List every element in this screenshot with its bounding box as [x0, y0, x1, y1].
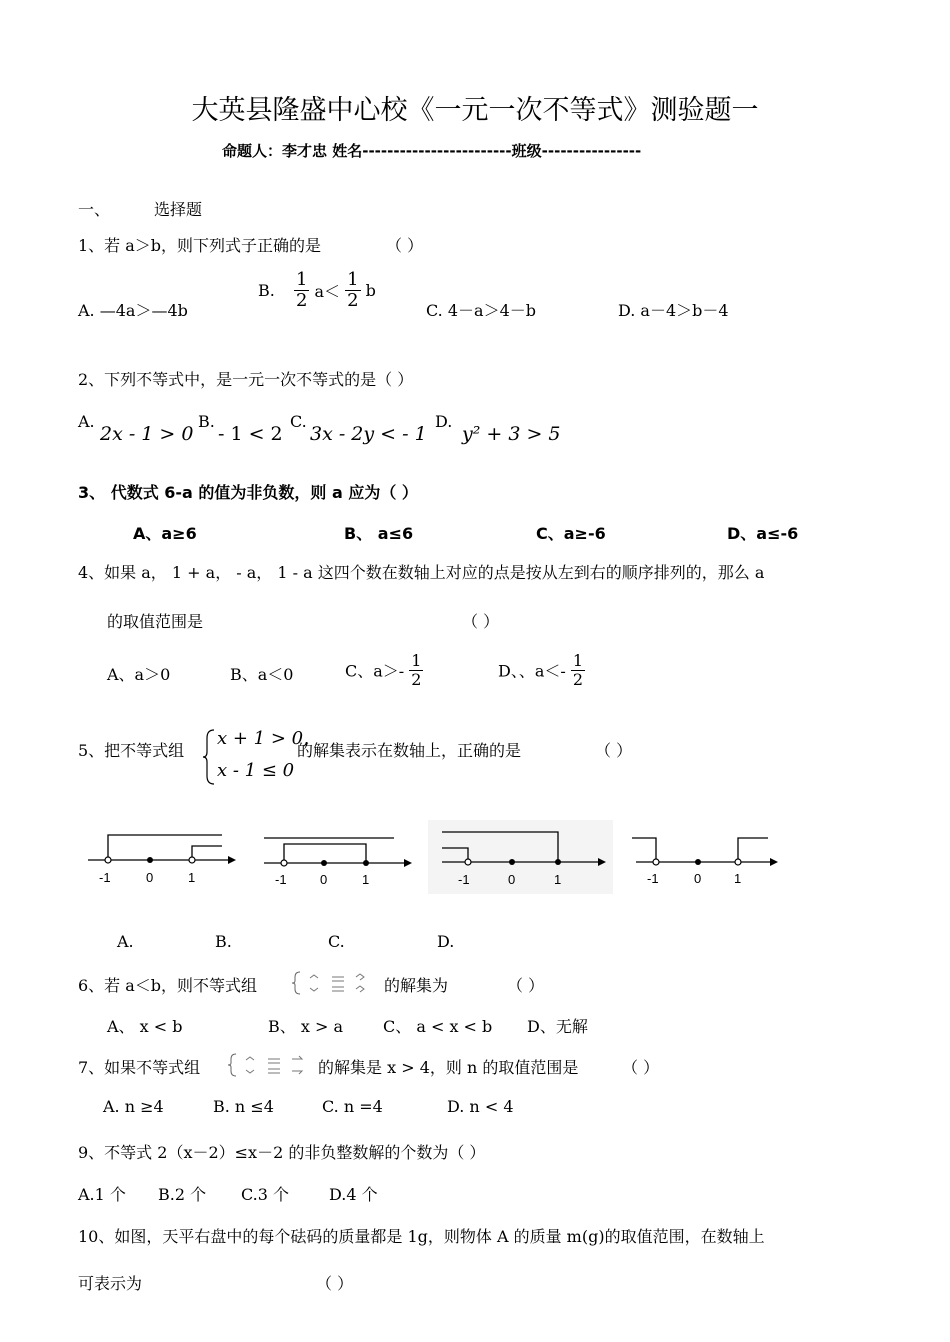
- frac-num: 1: [347, 269, 359, 290]
- q5-blank: （ ）: [595, 741, 633, 760]
- frac-den: 2: [411, 669, 422, 689]
- q2-option-d-label: D.: [435, 412, 453, 431]
- q4-option-d-label: D、、a＜-: [498, 661, 566, 681]
- q9-option-a: A.1 个: [78, 1185, 126, 1204]
- frac-num: 1: [295, 269, 308, 290]
- number-line-a: [80, 826, 240, 888]
- q4-option-c: [345, 652, 423, 688]
- q10-blank: （ ）: [316, 1274, 354, 1293]
- q4-blank: （ ）: [462, 612, 500, 631]
- q2-option-b-expr: - 1 < 2: [218, 423, 283, 445]
- q5-option-b: B.: [215, 932, 232, 951]
- q2-option-d-expr: y² + 3 > 5: [462, 423, 561, 445]
- q6-system-glyph: [292, 970, 382, 996]
- q5-stem: 5、把不等式组: [78, 741, 185, 760]
- q2-option-c-expr: 3x - 2y < - 1: [310, 423, 427, 445]
- q3-option-c: C、a≥-6: [536, 524, 606, 543]
- page-subtitle: 命题人：李才忠 姓名------------------------班级----------------: [222, 142, 642, 160]
- q3-stem: 3、 代数式 6-a 的值为非负数，则 a 应为（ ）: [78, 483, 418, 502]
- tick-label: 0: [320, 872, 328, 887]
- q4-option-d: [498, 652, 585, 688]
- q10-stem: 10、如图，天平右盘中的每个砝码的质量都是 1g，则物体 A 的质量 m(g)的取值范围，在数轴上: [78, 1227, 765, 1246]
- q9-stem: 9、不等式 2（x－2）≤x－2 的非负整数解的个数为（ ）: [78, 1143, 486, 1162]
- q6-option-c: C、 a < x < b: [383, 1017, 493, 1036]
- q9-option-b: B.2 个: [158, 1185, 207, 1204]
- q5-stem-end: 的解集表示在数轴上，正确的是: [297, 741, 522, 760]
- q7-blank: （ ）: [622, 1058, 660, 1077]
- tick-label: 1: [362, 872, 370, 887]
- q1-option-a: A. —4a＞—4b: [78, 301, 188, 320]
- section-label: 选择题: [154, 200, 203, 219]
- q4-fraction-c: [409, 652, 423, 688]
- q6-option-a: A、 x < b: [107, 1017, 183, 1036]
- q9-option-d: D.4 个: [329, 1185, 378, 1204]
- frac-den: 2: [295, 289, 308, 311]
- q2-option-b-label: B.: [198, 412, 215, 431]
- tick-label: -1: [275, 872, 287, 887]
- tick-label: -1: [99, 870, 111, 885]
- q6-option-d: D、无解: [527, 1017, 588, 1036]
- q7-option-a: A. n ≥4: [103, 1097, 164, 1116]
- q7-option-d: D. n < 4: [447, 1097, 514, 1116]
- q1-blank: （ ）: [386, 236, 424, 255]
- q4-fraction-d: [571, 652, 585, 688]
- number-line-b: [256, 826, 416, 888]
- q3-option-a: A、a≥6: [133, 524, 197, 543]
- q7-option-b: B. n ≤4: [213, 1097, 274, 1116]
- q3-option-b: B、 a≤6: [344, 524, 414, 543]
- tick-label: 1: [554, 872, 562, 887]
- number-line-c: [428, 820, 613, 894]
- arrow-icon: [404, 859, 412, 867]
- tick-label: 1: [734, 871, 742, 886]
- q5-option-a: A.: [117, 932, 134, 951]
- q1-option-b: [258, 270, 376, 311]
- q6-stem-end: 的解集为: [384, 976, 449, 995]
- q2-option-a-expr: 2x - 1 > 0: [100, 423, 194, 445]
- q4-option-a: A、a＞0: [107, 665, 171, 684]
- tick-label: -1: [647, 871, 659, 886]
- tick-label: 0: [146, 870, 154, 885]
- q4-option-b: B、a＜0: [230, 665, 294, 684]
- tick-label: 0: [694, 871, 702, 886]
- page-title: 大英县隆盛中心校《一元一次不等式》测验题一: [191, 95, 759, 126]
- q1-option-d: D. a－4＞b－4: [618, 301, 729, 320]
- q5-brace: [202, 728, 216, 786]
- number-line-d: [628, 826, 788, 888]
- q1-fraction-2: [345, 270, 360, 311]
- frac-num: 1: [572, 651, 584, 670]
- tick-label: -1: [458, 872, 470, 887]
- frac-den: 2: [572, 669, 584, 689]
- q2-stem: 2、下列不等式中，是一元一次不等式的是（ ）: [78, 370, 414, 389]
- q2-option-c-label: C.: [290, 412, 307, 431]
- tick-label: 0: [508, 872, 516, 887]
- q6-blank: （ ）: [507, 976, 545, 995]
- q9-option-c: C.3 个: [241, 1185, 290, 1204]
- arrow-icon: [770, 858, 778, 866]
- q5-option-c: C.: [328, 932, 345, 951]
- q7-option-c: C. n =4: [322, 1097, 383, 1116]
- q4-stem-2: 的取值范围是: [107, 612, 204, 631]
- q1-option-c: C. 4－a＞4－b: [426, 301, 536, 320]
- q6-option-b: B、 x > a: [268, 1017, 343, 1036]
- section-number: 一、: [78, 200, 111, 219]
- q1-fraction-1: [294, 270, 309, 311]
- q10-stem-2: 可表示为: [78, 1274, 143, 1293]
- q2-option-a-label: A.: [78, 412, 95, 431]
- arrow-icon: [228, 856, 236, 864]
- q1-option-b-mid: a＜: [314, 281, 341, 301]
- q5-system-line-2: x - 1 ≤ 0: [217, 760, 295, 781]
- q7-stem-mid: 的解集是 x > 4，则 n 的取值范围是: [318, 1058, 579, 1077]
- frac-num: 1: [411, 651, 422, 670]
- q5-option-d: D.: [437, 932, 455, 951]
- q7-stem: 7、如果不等式组: [78, 1058, 201, 1077]
- q6-stem: 6、若 a＜b，则不等式组: [78, 976, 258, 995]
- q4-stem: 4、如果 a， 1 + a， - a， 1 - a 这四个数在数轴上对应的点是按从左到右的顺序排列的，那么 a: [78, 563, 765, 582]
- q1-option-b-end: b: [365, 280, 376, 300]
- q5-system-line-1: x + 1 > 0,: [217, 728, 309, 749]
- q4-option-c-label: C、a＞-: [345, 661, 405, 681]
- q3-option-d: D、a≤-6: [727, 524, 799, 543]
- tick-label: 1: [188, 870, 196, 885]
- q1-option-b-label: B.: [258, 280, 275, 300]
- frac-den: 2: [347, 289, 359, 311]
- q1-stem: 1、若 a＞b，则下列式子正确的是: [78, 236, 322, 255]
- q7-system-glyph: [228, 1052, 318, 1078]
